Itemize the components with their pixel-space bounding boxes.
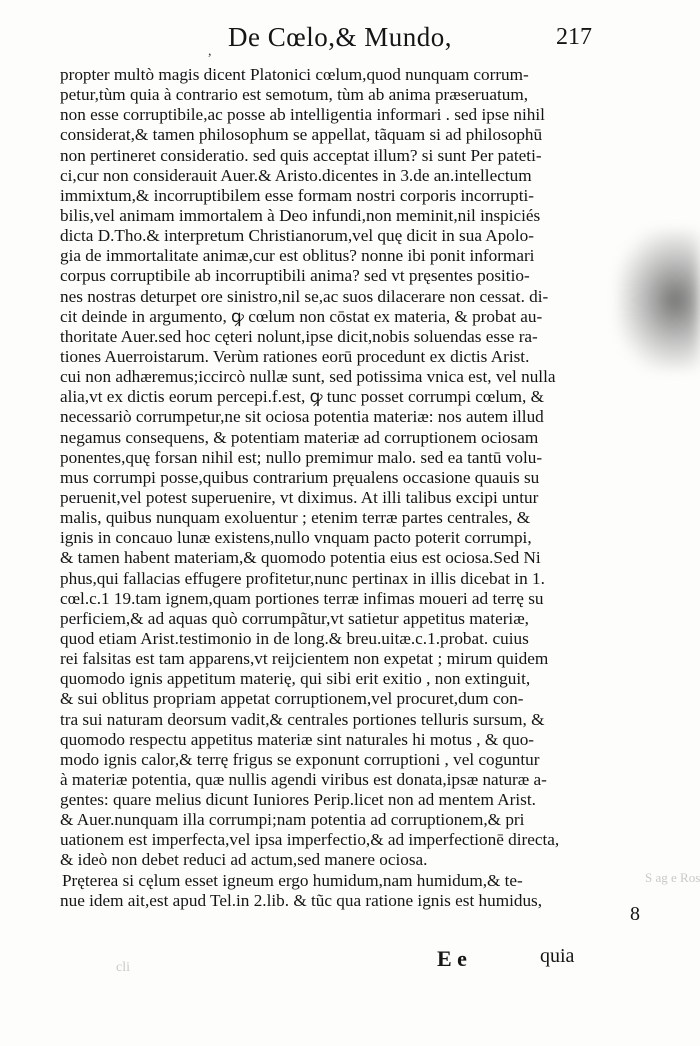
text-line: ignis in concauo lunæ existens,nullo vnquam pacto poterit corrumpi, xyxy=(60,528,532,548)
text-line: nue idem ait,est apud Tel.in 2.lib. & tũc qua ratione ignis est humidus, xyxy=(60,890,543,910)
text-line: mus corrumpi posse,quibus contrarium pręualens occasione quauis su xyxy=(60,467,540,487)
text-line: modo ignis calor,& terrę frigus se exponunt corruptioni , vel coguntur xyxy=(60,749,540,769)
body-text xyxy=(60,65,605,911)
text-line: cœl.c.1 19.tam ignem,quam portiones terræ infimas moueri ad terrę su xyxy=(60,588,544,608)
paragraph-start-line: Pręterea si cęlum esset igneum ergo humidum,nam humidum,& te- xyxy=(62,870,523,890)
text-line: phus,qui fallacias effugere profitetur,nunc pertinax in illis dicebat in 1. xyxy=(60,568,545,588)
text-line: necessariò corrumpetur,ne sit ociosa potentia materiæ: nos autem illud xyxy=(60,407,544,427)
text-line: dicta D.Tho.& interpretum Christianorum,vel quę dicit in sua Apolo- xyxy=(60,226,534,246)
text-line: & sui oblitus propriam appetat corruptionem,vel procuret,dum con- xyxy=(60,689,524,709)
bleed-through-text: S ag e Ros xyxy=(645,870,700,885)
text-line: quomodo ignis appetitum materię, qui sibi erit exitio , non extinguit, xyxy=(60,669,531,689)
text-line: non pertineret consideratio. sed quis acceptat illum? si sunt Per pateti- xyxy=(60,145,542,165)
text-line: thoritate Auer.sed hoc cęteri nolunt,ipse dicit,nobis soluendas esse ra- xyxy=(60,326,538,346)
text-line: negamus consequens, & potentiam materiæ ad corruptionem ociosam xyxy=(60,427,539,447)
text-line: peruenit,vel potest superuenire, vt diximus. At illi talibus excipi untur xyxy=(60,487,539,507)
text-line: quomodo respectu appetitus materiæ sint naturales hi motus , & quo- xyxy=(60,729,535,749)
bleed-through-text: cli xyxy=(116,960,130,975)
running-title: De Cœlo,& Mundo, xyxy=(228,22,452,52)
text-line: malis, quibus nunquam exoluentur ; etenim terræ partes centrales, & xyxy=(60,508,531,528)
catchword: quia xyxy=(540,945,575,967)
text-line: tiones Auerroistarum. Verùm rationes eorū procedunt ex dictis Arist. xyxy=(60,346,530,366)
text-line: perficiem,& ad aquas quò corrumpãtur,vt satietur appetitus materiæ, xyxy=(60,608,529,628)
text-line: gia de immortalitate animæ,cur est oblitus? nonne ibi ponit informari xyxy=(60,246,535,266)
page-number: 217 xyxy=(556,24,592,50)
scan-shadow xyxy=(618,230,700,370)
text-line: alia,vt ex dictis eorum percepi.f.est, ꝙ tunc posset corrumpi cœlum, & xyxy=(60,387,545,407)
text-line: propter multò magis dicent Platonici cœlum,quod nunquam corrum- xyxy=(60,65,529,84)
text-line: ponentes,quę forsan nihil est; nullo premimur malo. sed ea tantū volu- xyxy=(60,447,543,467)
text-line: non esse corruptibile,ac posse ab intelligentia informari . sed ipse nihil xyxy=(60,105,545,125)
text-line: tra sui naturam deorsum vadit,& centrales portiones telluris sursum, & xyxy=(60,709,545,729)
signature-mark: E e xyxy=(437,946,467,971)
marginal-numeral: 8 xyxy=(630,903,640,925)
text-line: considerat,& tamen philosophum se appellat, tãquam si ad philosophū xyxy=(60,125,543,145)
text-line: corpus corruptibile ab incorruptibili anima? sed vt pręsentes positio- xyxy=(60,266,530,286)
text-line: rei falsitas est tam apparens,vt reijcientem non expetat ; mirum quidem xyxy=(60,649,549,669)
text-line: cit deinde in argumento, ꝙ cœlum non cōstat ex materia, & probat au- xyxy=(60,306,543,326)
text-line: petur,tùm quia à contrario est semotum, tùm ab anima præseruatum, xyxy=(60,85,529,105)
margin-mark: , xyxy=(208,44,212,59)
text-line: & ideò non debet reduci ad actum,sed manere ociosa. xyxy=(60,850,428,870)
text-line: immixtum,& incorruptibilem esse formam nostri corporis incorrupti- xyxy=(60,185,534,205)
text-line: gentes: quare melius dicunt Iuniores Perip.licet non ad mentem Arist. xyxy=(60,790,536,810)
text-line: uationem est imperfecta,vel ipsa imperfectio,& ad imperfectionē directa, xyxy=(60,830,560,850)
text-line: & Auer.nunquam illa corrumpi;nam potentia ad corruptionem,& pri xyxy=(60,810,525,830)
text-line: nes nostras deturpet ore sinistro,nil se,ac suos dilacerare non cessat. di- xyxy=(60,286,549,306)
text-line: bilis,vel animam immortalem à Deo infundi,non meminit,nil inspiciés xyxy=(60,205,541,225)
text-line: & tamen habent materiam,& quomodo potentia eius est ociosa.Sed Ni xyxy=(60,548,541,568)
text-line: à materiæ potentia, quæ nullis agendi viribus est donata,ipsæ naturæ a- xyxy=(60,769,547,789)
text-line: quod etiam Arist.testimonio in de long.& breu.uitæ.c.1.probat. cuius xyxy=(60,628,529,648)
text-line: ci,cur non considerauit Auer.& Aristo.dicentes in 3.de an.intellectum xyxy=(60,165,532,185)
text-line: cui non adhæremus;iccircò nullæ sunt, sed potissima vnica est, vel nulla xyxy=(60,367,556,387)
